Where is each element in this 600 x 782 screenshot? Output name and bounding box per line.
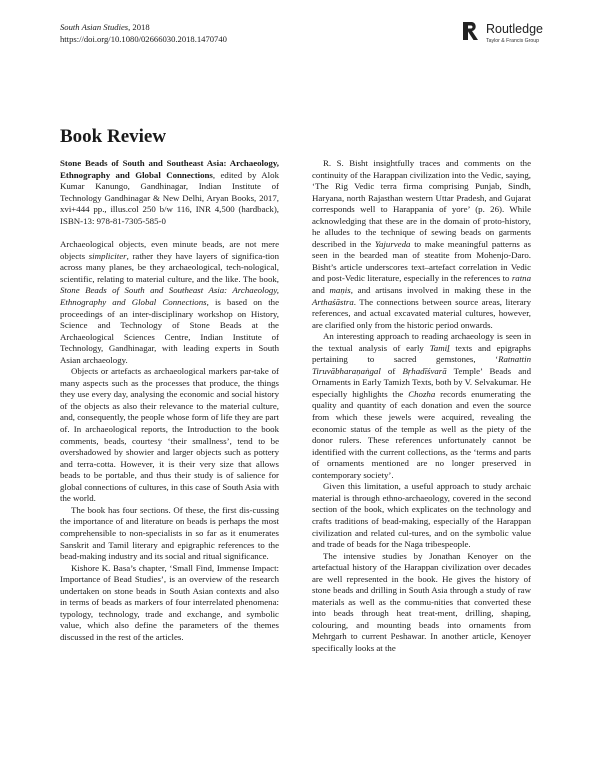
book-citation	[60, 158, 279, 227]
paragraph: An interesting approach to reading archaeology is seen in the textual analysis of early Tamiḻ texts and epigraphs pertaining to sacred gemstones, ‘Ratnattin Tiruvābharaṇaṅgal of Bṛhadīśvarā Temple’ Beads and Ornaments in Early Tamizh Texts, both by V. Selvakumar. He especially highlights the Chozha records enumerating the quality and quantity of each donation and even the source from which these jewels were acquired, revealing the economic status of the temple as well as the piety of the donor rulers. These references unfortunately cannot be identified with the current collections, as the ‘terms and parts of ornaments mentioned are no longer preserved in contemporary society’.	[312, 331, 531, 480]
paragraph: R. S. Bisht insightfully traces and comments on the continuity of the Harappan civilization into the Vedic, saying, ‘The Rig Vedic terra firma comprising Punjab, Sindh, Haryana, north Rajasthan western Uttar Pradesh, and Gujarat corresponds well to Harappania of yore’ (p. 26). While acknowledging that these are in the domain of proto-history, he alludes to the technique of sewing beads on garments described in the Yajurveda to make meaningful patterns as seen in the bearded man of steatite from Mohenjo-Daro. Bisht’s article underscores text–artefact correlation in Vedic and post-Vedic literature, especially in the references to ratna and maṇis, and artisans involved in making these in the Arthaśāstra. The connections between source areas, literary references, and actual excavated material cultures, however, are clarified only from the historic period onwards.	[312, 158, 531, 330]
journal-header	[60, 21, 227, 45]
journal-year: , 2018	[128, 22, 150, 32]
publisher-name: Routledge	[486, 22, 543, 36]
section-title: Book Review	[60, 126, 167, 147]
paragraph: Kishore K. Basa’s chapter, ‘Small Find, Immense Impact: Importance of Bead Studies’, is an overview of the research undertaken on stone beads in South Asian contexts and also in terms of beads as markers of four interrelated phenomena: typology, technology, trade and exchange, and symbolic value, which also define the parameters of the themes discussed in the rest of the articles.	[60, 562, 279, 642]
publisher-group: Taylor & Francis Group	[486, 38, 540, 44]
paragraph: Objects or artefacts as archaeological markers par-take of many aspects such as the processes that produce, the things they use every day, analysing the economic and social history of the objects as also their relevance to the material culture, and, consequently, the people whose form of life they are part of. In archaeological reports, the Introduction to the book comments, beads, courtesy ‘their smallness’, tend to be overshadowed by showier and larger objects such as pottery and terra-cotta. However, it is their very size that allows beads to be portable, and thus their study is of salience for global connections of cultures, in this case of South Asia with the world.	[60, 366, 279, 504]
book-title: Stone Beads of South and Southeast Asia: Archaeology, Ethnography and Global Connections	[60, 158, 279, 180]
paragraph: Given this limitation, a useful approach to study archaic material is through ethno-archaeology, covered in the second section of the book, which explicates on the technology and crafts traditions of bead-making, especially of the Harappan civilization and related cul-tures, and on the symbolic value and trade of beads for the Naga tribespeople.	[312, 481, 531, 550]
doi-link[interactable]: https://doi.org/10.1080/02666030.2018.1470740	[60, 34, 227, 44]
publisher-logo	[462, 19, 552, 59]
journal-title: South Asian Studies	[60, 22, 129, 32]
journal-citation	[60, 21, 227, 33]
paragraph: The book has four sections. Of these, the first dis-cussing the importance of and literature on beads is perhaps the most comprehensible to non-specialists in so far as it enumerates Sanskrit and Tamil literary and epigraphic references to the bead-making industry and its social and ritual significance.	[60, 504, 279, 562]
book-details: , edited by Alok Kumar Kanungo, Gandhinagar, Indian Institute of Technology Gandhinagar & New Delhi, Aryan Books, 2017, xvi+444 pp., illus.col 250 b/w 116, INR 4,500 (hardback), ISBN-13: 978-81-7305-585-0	[60, 169, 279, 226]
right-column	[312, 158, 531, 655]
paragraph: The intensive studies by Jonathan Kenoyer on the artefactual history of the Harappan civilization over decades are well represented in the book. He gives the history of stone beads and drilling in South Asia through a study of raw materials as well as the commu-nities that converted these into beads through heat treat-ment, drilling, shaping, colouring, and mounting beads into ornaments from Mehrgarh to current Peshawar. In another article, Kenoyer specifically looks at the	[312, 550, 531, 653]
paragraph: Archaeological objects, even minute beads, are not mere objects simpliciter, rather they have layers of significa-tion across many planes, be they archaeological, tech-nological, scientific, relating to material culture, and the like. The book, Stone Beads of South and Southeast Asia: Archaeology, Ethnography and Global Connections, is based on the proceedings of an inter-disciplinary workshop on History, Science and Technology of Stone Beads at the Archaeological Sciences Centre, Indian Institute of Technology, Gandhinagar, with leading experts in South Asian archaeology.	[60, 239, 280, 365]
left-column	[60, 158, 279, 643]
routledge-r-icon	[462, 21, 480, 41]
